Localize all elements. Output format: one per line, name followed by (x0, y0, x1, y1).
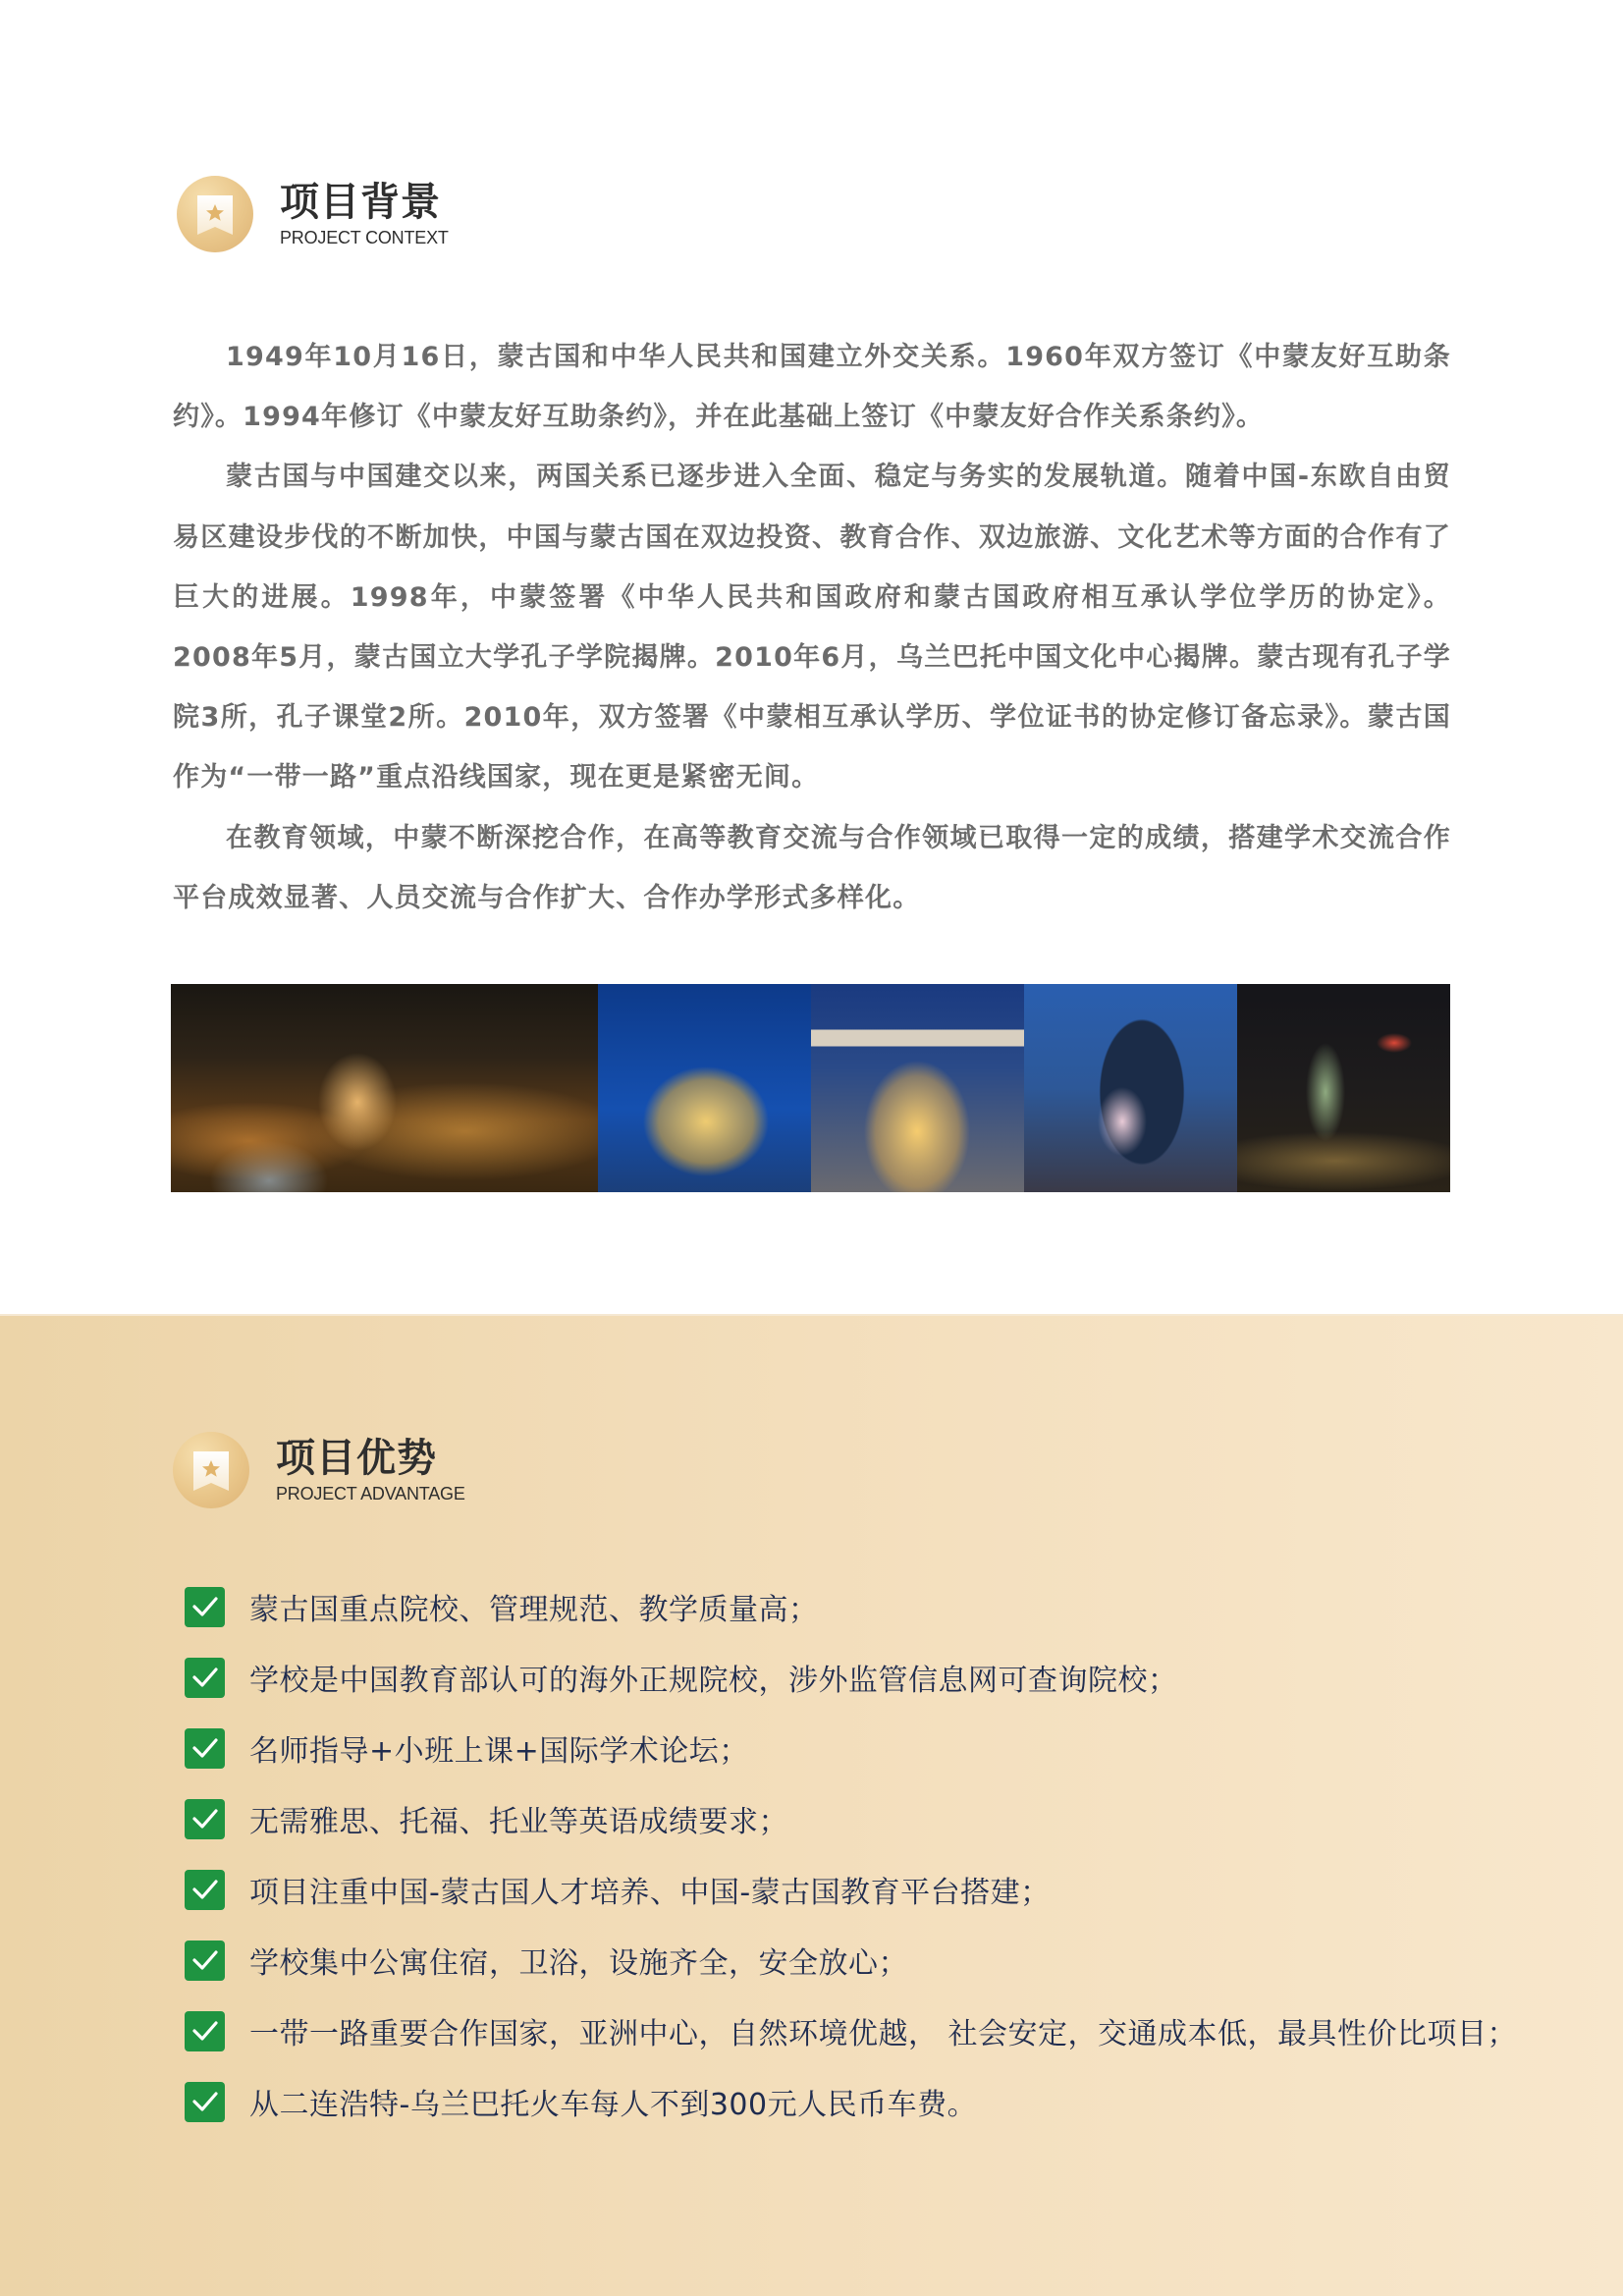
list-item (185, 1925, 1517, 1995)
list-item-text: 项目注重中国-蒙古国人才培养、中国-蒙古国教育平台搭建； (249, 1876, 1051, 1910)
checkmark-icon (185, 1941, 225, 1981)
checkmark-icon (185, 1799, 225, 1839)
list-item (185, 2066, 1517, 2137)
list-item (185, 1713, 1517, 1783)
bookmark-star-icon (177, 176, 253, 252)
section-header-advantage (173, 1432, 465, 1508)
section-header-context (177, 176, 449, 252)
list-item-text: 名师指导+小班上课+国际学术论坛； (249, 1734, 749, 1769)
checkmark-icon (185, 2011, 225, 2051)
equestrian-statue-photo (598, 984, 811, 1192)
list-item (185, 1854, 1517, 1925)
list-item-text: 学校集中公寓住宿，卫浴，设施齐全，安全放心； (249, 1946, 908, 1981)
list-item-text: 一带一路重要合作国家，亚洲中心，自然环境优越， 社会安定，交通成本低，最具性价比项目； (249, 2017, 1518, 2051)
advantage-list (185, 1571, 1517, 2137)
paragraph: 1949年10月16日，蒙古国和中华人民共和国建立外交关系。1960年双方签订《中蒙友好互助条约》。1994年修订《中蒙友好互助条约》，并在此基础上签订《中蒙友好合作关系条约》。 (173, 342, 1451, 433)
list-item (185, 1995, 1517, 2066)
context-body (173, 327, 1451, 928)
list-item (185, 1571, 1517, 1642)
bookmark-star-icon (173, 1432, 249, 1508)
checkmark-icon (185, 1870, 225, 1910)
checkmark-icon (185, 1587, 225, 1627)
list-item-text: 学校是中国教育部认可的海外正规院校，涉外监管信息网可查询院校； (249, 1664, 1178, 1698)
checkmark-icon (185, 1658, 225, 1698)
paragraph: 蒙古国与中国建交以来，两国关系已逐步进入全面、稳定与务实的发展轨道。随着中国-东欧自由贸易区建设步伐的不断加快，中国与蒙古国在双边投资、教育合作、双边旅游、文化艺术等方面的合作有了巨大的进展。1998年，中蒙签署《中华人民共和国政府和蒙古国政府相互承认学位学历的协定》。2008年5月，蒙古国立大学孔子学院揭牌。2010年6月，乌兰巴托中国文化中心揭牌。蒙古现有孔子学院3所，孔子课堂2所。2010年，双方签署《中蒙相互承认学历、学位证书的协定修订备忘录》。蒙古国作为“一带一路”重点沿线国家，现在更是紧密无间。 (173, 462, 1451, 793)
checkmark-icon (185, 2082, 225, 2122)
section-subtitle: PROJECT CONTEXT (280, 228, 449, 247)
city-night-panorama-photo (171, 984, 598, 1192)
paragraph: 在教育领域，中蒙不断深挖合作，在高等教育交流与合作领域已取得一定的成绩，搭建学术交流合作平台成效显著、人员交流与合作扩大、合作办学形式多样化。 (173, 822, 1451, 913)
section-title: 项目背景 (280, 180, 441, 225)
list-item-text: 从二连浩特-乌兰巴托火车每人不到300元人民币车费。 (249, 2088, 978, 2122)
checkmark-icon (185, 1728, 225, 1769)
photo-strip (171, 984, 1450, 1192)
government-palace-photo (811, 984, 1024, 1192)
curved-tower-photo (1024, 984, 1237, 1192)
list-item-text: 蒙古国重点院校、管理规范、教学质量高； (249, 1593, 819, 1627)
section-title: 项目优势 (276, 1436, 437, 1481)
night-skyline-photo (1237, 984, 1450, 1192)
list-item-text: 无需雅思、托福、托业等英语成绩要求； (249, 1805, 788, 1839)
list-item (185, 1642, 1517, 1713)
section-subtitle: PROJECT ADVANTAGE (276, 1484, 465, 1503)
list-item (185, 1783, 1517, 1854)
